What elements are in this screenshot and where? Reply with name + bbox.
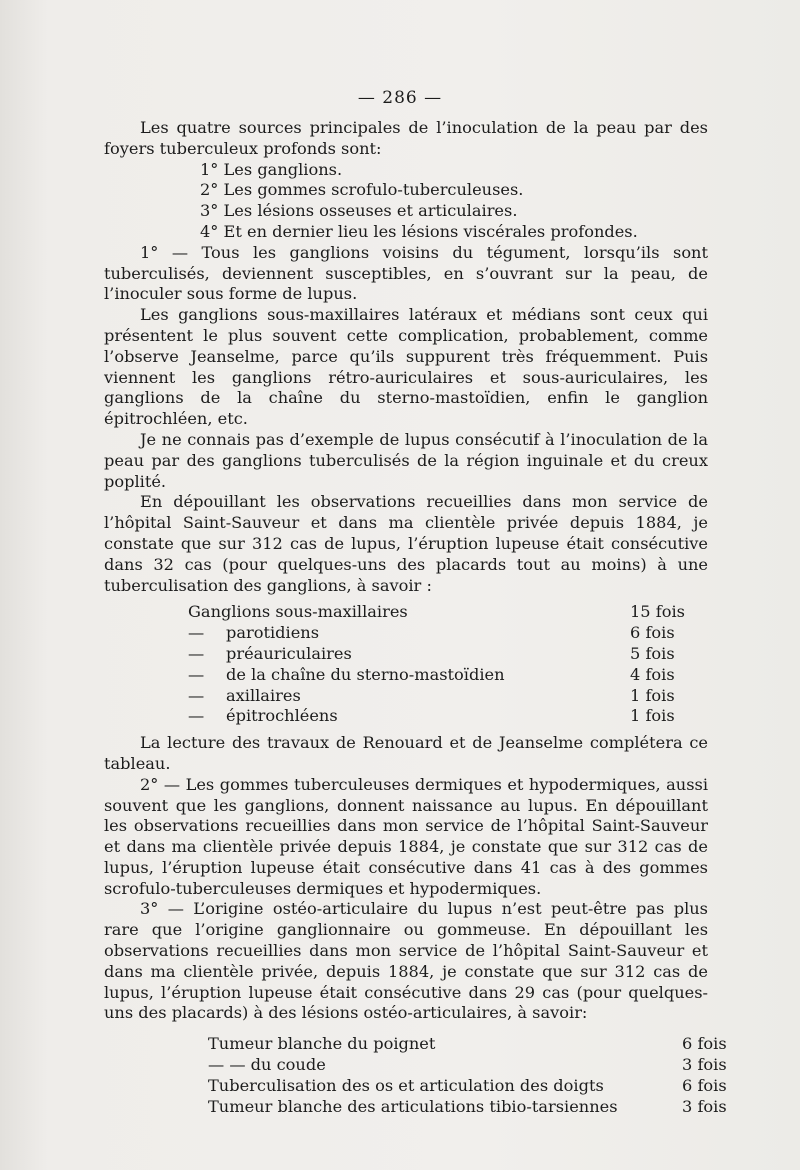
intro-paragraph: Les quatre sources principales de l’inoculation de la peau par des foyers tuberculeux profonds sont: xyxy=(104,118,708,158)
table-row xyxy=(208,1055,736,1076)
table-row xyxy=(208,1034,736,1055)
table-row xyxy=(208,1097,736,1118)
source-item: 2° Les gommes scrofulo-tuberculeuses. xyxy=(200,180,524,200)
page-body xyxy=(104,118,727,1117)
ditto-dash: — xyxy=(188,623,205,643)
table-row xyxy=(188,686,694,707)
table-row xyxy=(188,602,694,623)
row-count: 4 fois xyxy=(630,664,675,684)
row-count: 15 fois xyxy=(630,602,685,622)
source-item: 3° Les lésions osseuses et articulaires. xyxy=(200,201,518,221)
row-count: 5 fois xyxy=(630,643,675,663)
row-label: Tumeur blanche du poignet xyxy=(208,1034,436,1054)
row-label: préauriculaires xyxy=(226,643,352,663)
source-item: 1° Les ganglions. xyxy=(200,159,343,179)
table-row xyxy=(188,706,694,727)
ditto-dash: — xyxy=(188,706,205,726)
paragraph-renouard: La lecture des travaux de Renouard et de Jeanselme complétera ce tableau. xyxy=(104,733,708,773)
row-count: 1 fois xyxy=(630,706,675,726)
row-label: parotidiens xyxy=(226,623,320,643)
paragraph-sous-maxillaires: Les ganglions sous-maxillaires latéraux et médians sont ceux qui présentent le plus souvent cette complication, probablement, comme l’observe Jeanselme, parce qu’ils suppurent très fréquemment. Puis viennent les ganglions rétro-auriculaires et sous-auriculaires, les ganglions de la chaîne du sterno-mastoïdien, enfin le ganglion épitrochléen, etc. xyxy=(104,305,708,429)
row-count: 1 fois xyxy=(630,685,675,705)
row-count: 6 fois xyxy=(630,623,675,643)
ganglions-table xyxy=(188,602,694,727)
source-item: 4° Et en dernier lieu les lésions viscérales profondes. xyxy=(200,221,638,241)
paragraph-inguinale: Je ne connais pas d’exemple de lupus consécutif à l’inoculation de la peau par des ganglions tuberculisés de la région inguinale et du creux poplité. xyxy=(104,429,708,491)
row-label: de la chaîne du sterno-mastoïdien xyxy=(226,664,505,684)
row-count: 3 fois xyxy=(682,1096,727,1116)
table-row xyxy=(188,644,694,665)
paragraph-ganglions: 1° — Tous les ganglions voisins du tégument, lorsqu’ils sont tuberculisés, deviennent susceptibles, en s’ouvrant sur la peau, de l’inoculer sous forme de lupus. xyxy=(104,242,708,304)
row-label: épitrochléens xyxy=(226,706,338,726)
page-number: — 286 — xyxy=(357,88,443,108)
paragraph-gommes: 2° — Les gommes tuberculeuses dermiques et hypodermiques, aussi souvent que les ganglions, donnent naissance au lupus. En dépouillant les observations recueillies dans mon service de l’hôpital Saint-Sauveur et dans ma clientèle privée depuis 1884, je constate que sur 312 cas de lupus, l’éruption lupeuse était consécutive dans 41 cas à des gommes scrofulo-tuberculeuses dermiques et hypodermiques. xyxy=(104,774,708,898)
osteo-articular-table xyxy=(208,1034,736,1117)
row-count: 6 fois xyxy=(682,1034,727,1054)
row-label: Ganglions sous-maxillaires xyxy=(188,602,408,622)
table-row xyxy=(188,665,694,686)
ditto-dash: — xyxy=(188,685,205,705)
row-label: axillaires xyxy=(226,685,301,705)
row-count: 3 fois xyxy=(682,1055,727,1075)
ditto-dash: — xyxy=(188,643,205,663)
row-count: 6 fois xyxy=(682,1075,727,1095)
row-label: — — du coude xyxy=(208,1055,326,1075)
paragraph-statistiques-ganglions: En dépouillant les observations recueillies dans mon service de l’hôpital Saint-Sauveur et dans ma clientèle privée depuis 1884, je constate que sur 312 cas de lupus, l’éruption lupeuse était consécutive dans 32 cas (pour quelques-uns des placards tout au moins) à une tuberculisation des ganglions, à savoir : xyxy=(104,492,708,595)
ditto-dash: — xyxy=(188,664,205,684)
row-label: Tuberculisation des os et articulation des doigts xyxy=(208,1075,604,1095)
row-label: Tumeur blanche des articulations tibio-tarsiennes xyxy=(208,1096,618,1116)
paragraph-osteo-articulaire: 3° — L’origine ostéo-articulaire du lupus n’est peut-être pas plus rare que l’origine ganglionnaire ou gommeuse. En dépouillant les observations recueillies dans mon service de l’hôpital Saint-Sauveur et dans ma clientèle privée, depuis 1884, je constate que sur 312 cas de lupus, l’éruption lupeuse était consécutive dans 29 cas (pour quelques-uns des placards) à des lésions ostéo-articulaires, à savoir: xyxy=(104,899,708,1023)
table-row xyxy=(208,1076,736,1097)
table-row xyxy=(188,623,694,644)
